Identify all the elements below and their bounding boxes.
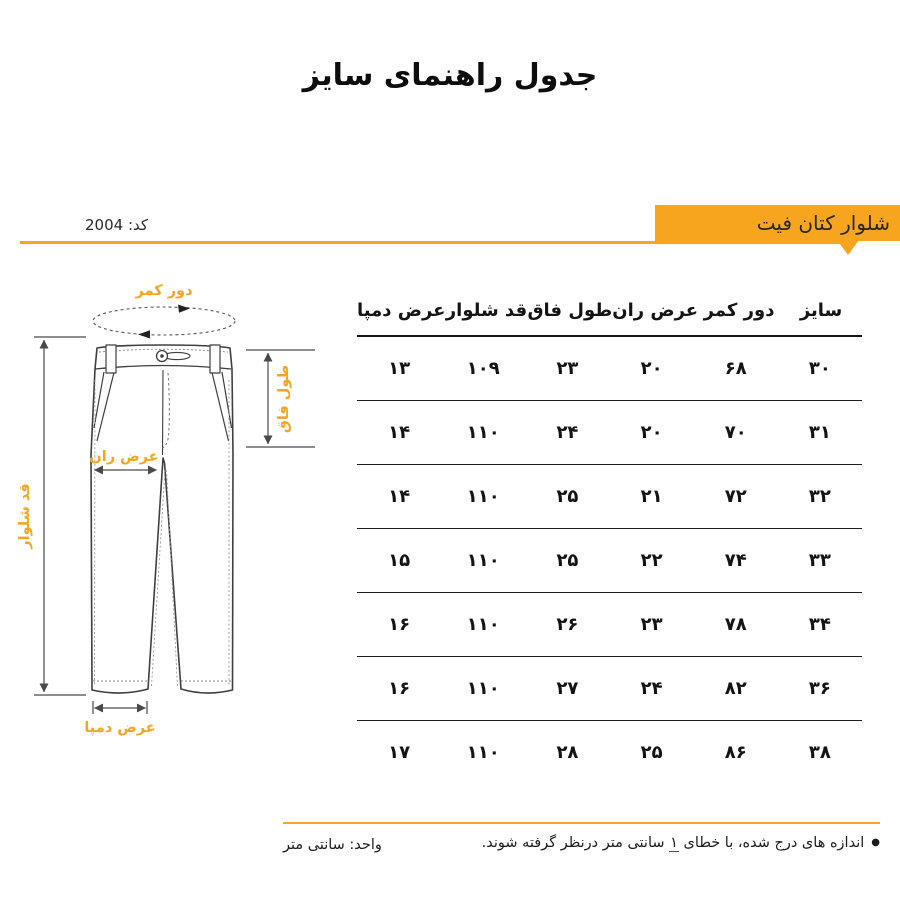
table-cell: ۲۸ xyxy=(556,742,579,763)
leg-opening-label: عرض دمپا xyxy=(84,720,156,736)
belt-loop-left xyxy=(106,345,116,373)
table-cell: ۷۲ xyxy=(724,486,747,507)
table-cell: ۷۸ xyxy=(724,614,747,635)
table-cell: ۲۰ xyxy=(640,422,663,443)
tolerance-note xyxy=(482,835,880,851)
footer-line xyxy=(283,822,880,824)
table-cell: ۱۰۹ xyxy=(466,358,500,379)
pants-drawing xyxy=(91,345,233,693)
crotch-length-label: طول فاق xyxy=(276,364,292,434)
belt-loop-right xyxy=(210,345,220,373)
table-cell: ۱۷ xyxy=(388,742,411,763)
table-row xyxy=(357,401,862,465)
unit-note: واحد: سانتی متر xyxy=(283,837,382,853)
ribbon-line xyxy=(20,241,848,244)
table-cell: ۱۴ xyxy=(388,422,411,443)
table-cell: ۶۸ xyxy=(724,358,747,379)
table-cell: ۲۴ xyxy=(556,422,579,443)
table-cell: ۳۰ xyxy=(808,358,831,379)
col-header-crotch: طول فاق xyxy=(527,299,613,321)
ellipse-arrow-left-icon xyxy=(138,330,150,338)
table-row xyxy=(357,721,862,784)
fly-seam xyxy=(163,370,164,455)
table-cell: ۲۷ xyxy=(556,678,579,699)
col-header-size: سایز xyxy=(799,299,843,321)
product-ribbon xyxy=(655,205,900,241)
ribbon-tail xyxy=(837,240,859,255)
leg-opening-measure xyxy=(93,701,147,714)
col-header-leg-opening: عرض دمپا xyxy=(357,299,446,321)
waist-girth-label: دور کمر xyxy=(135,283,193,299)
table-cell: ۱۱۰ xyxy=(466,678,500,699)
table-cell: ۱۳ xyxy=(388,358,411,379)
bullet-icon: ● xyxy=(871,837,880,848)
col-header-waist: دور کمر xyxy=(703,299,775,321)
ellipse-arrow-right-icon xyxy=(178,305,190,313)
table-cell: ۱۱۰ xyxy=(466,486,500,507)
table-cell: ۲۱ xyxy=(640,486,663,507)
table-cell: ۷۰ xyxy=(724,422,747,443)
table-cell: ۸۲ xyxy=(724,678,747,699)
table-row xyxy=(357,593,862,657)
table-cell: ۳۳ xyxy=(808,550,831,571)
col-header-length: قد شلوار xyxy=(445,299,528,321)
table-cell: ۲۵ xyxy=(640,742,663,763)
table-row xyxy=(357,337,862,401)
table-cell: ۲۵ xyxy=(556,550,579,571)
size-table-body xyxy=(357,337,862,784)
table-cell: ۳۲ xyxy=(808,486,831,507)
table-cell: ۱۶ xyxy=(388,678,411,699)
table-cell: ۸۶ xyxy=(724,742,747,763)
table-cell: ۳۱ xyxy=(808,422,831,443)
pants-measurement-diagram xyxy=(0,265,340,750)
table-cell: ۷۴ xyxy=(724,550,747,571)
table-cell: ۲۵ xyxy=(556,486,579,507)
table-cell: ۱۶ xyxy=(388,614,411,635)
product-code: کد: 2004 xyxy=(85,216,149,234)
page-title: جدول راهنمای سایز xyxy=(302,58,598,93)
thigh-width-label: عرض ران xyxy=(89,449,159,465)
pants-length-measure xyxy=(34,337,86,695)
table-cell: ۲۰ xyxy=(640,358,663,379)
table-cell: ۱۱۰ xyxy=(466,742,500,763)
table-cell: ۱۱۰ xyxy=(466,422,500,443)
table-row xyxy=(357,465,862,529)
table-cell: ۱۱۰ xyxy=(466,550,500,571)
table-cell: ۱۱۰ xyxy=(466,614,500,635)
pants-length-label: قد شلوار xyxy=(17,483,33,549)
table-cell: ۲۲ xyxy=(640,550,663,571)
table-cell: ۲۳ xyxy=(640,614,663,635)
table-cell: ۳۶ xyxy=(808,678,831,699)
table-cell: ۲۴ xyxy=(640,678,663,699)
table-cell: ۱۵ xyxy=(388,550,411,571)
table-row xyxy=(357,657,862,721)
waist-girth-ellipse xyxy=(93,307,235,335)
product-name: شلوار کتان فیت xyxy=(756,211,890,235)
table-cell: ۳۸ xyxy=(808,742,831,763)
size-table xyxy=(357,285,862,784)
button-center xyxy=(160,354,164,358)
size-table-header xyxy=(357,285,862,337)
tolerance-note-text-2: سانتی متر درنظر گرفته شوند. xyxy=(481,835,670,851)
tolerance-digit: ۱ xyxy=(670,835,678,851)
pants-outline xyxy=(91,345,233,693)
table-cell: ۳۴ xyxy=(808,614,831,635)
table-cell: ۲۶ xyxy=(556,614,579,635)
col-header-thigh: عرض ران xyxy=(612,299,699,321)
table-cell: ۲۳ xyxy=(556,358,579,379)
tolerance-note-text-1: اندازه های درج شده، با خطای xyxy=(678,835,865,851)
table-cell: ۱۴ xyxy=(388,486,411,507)
table-row xyxy=(357,529,862,593)
